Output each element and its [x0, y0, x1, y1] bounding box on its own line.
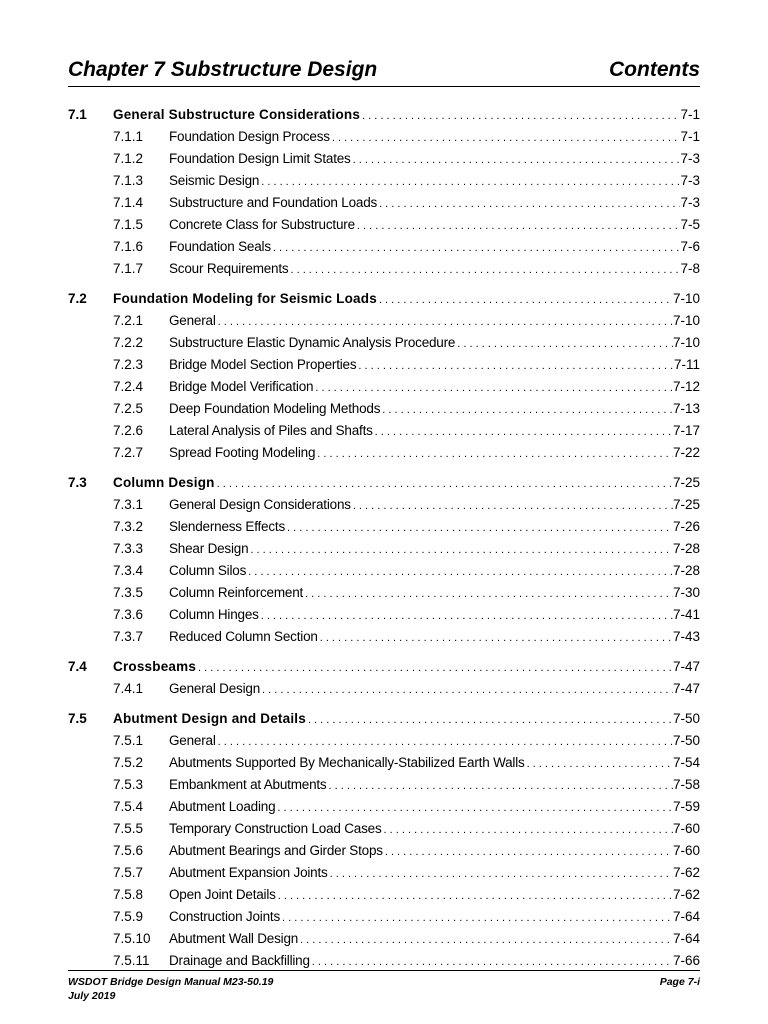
toc-subsection-entry[interactable] [68, 774, 700, 796]
toc-section-entry[interactable] [68, 104, 700, 126]
toc-entry-title: Foundation Seals [169, 239, 271, 254]
dot-leader [360, 105, 680, 127]
toc-entry-title: Column Design [113, 475, 215, 490]
dot-leader [303, 583, 673, 605]
toc-entry-title: Concrete Class for Substructure [169, 217, 355, 232]
toc-entry-page: 7-59 [672, 799, 700, 814]
toc-entry-page: 7-62 [672, 887, 700, 902]
toc-subsection-entry[interactable] [68, 862, 700, 884]
toc-entry-page: 7-10 [672, 291, 700, 306]
dot-leader [271, 237, 681, 259]
toc-entry-page: 7-25 [672, 497, 700, 512]
toc-subsection-entry[interactable] [68, 442, 700, 464]
toc-subsection-entry[interactable] [68, 258, 700, 280]
toc-subsection-entry[interactable] [68, 236, 700, 258]
toc-entry-page: 7-26 [672, 519, 700, 534]
dot-leader [525, 753, 673, 775]
dot-leader [377, 193, 680, 215]
toc-entry-number: 7.3 [68, 475, 87, 490]
toc-entry-number: 7.5 [68, 711, 87, 726]
dot-leader [356, 355, 674, 377]
toc-subsection-entry[interactable] [68, 906, 700, 928]
toc-subsection-entry[interactable] [68, 582, 700, 604]
toc-entry-title: Column Silos [169, 563, 247, 578]
toc-entry-page: 7-47 [672, 681, 700, 696]
toc-entry-number: 7.1.1 [113, 129, 144, 144]
toc-entry-title: General [169, 313, 216, 328]
dot-leader [248, 539, 673, 561]
toc-entry-title: Slenderness Effects [169, 519, 286, 534]
toc-entry-number: 7.5.9 [113, 909, 144, 924]
toc-subsection-entry[interactable] [68, 420, 700, 442]
toc-entry-number: 7.1.5 [113, 217, 144, 232]
toc-entry-number: 7.2.3 [113, 357, 144, 372]
toc-entry-page: 7-1 [680, 129, 700, 144]
toc-entry-title: Open Joint Details [169, 887, 276, 902]
toc-entry-title: Abutments Supported By Mechanically-Stabilized Earth Walls [169, 755, 525, 770]
toc-entry-title: Abutment Expansion Joints [169, 865, 328, 880]
toc-entry-number: 7.3.4 [113, 563, 144, 578]
toc-entry-page: 7-12 [672, 379, 700, 394]
toc-entry-page: 7-62 [672, 865, 700, 880]
toc-entry-number: 7.3.1 [113, 497, 144, 512]
toc-entry-number: 7.2.5 [113, 401, 144, 416]
toc-subsection-entry[interactable] [68, 494, 700, 516]
dot-leader [288, 259, 680, 281]
toc-entry-title: Scour Requirements [169, 261, 289, 276]
toc-section-entry[interactable] [68, 472, 700, 494]
toc-subsection-entry[interactable] [68, 126, 700, 148]
toc-entry-title: Reduced Column Section [169, 629, 318, 644]
toc-subsection-entry[interactable] [68, 516, 700, 538]
dot-leader [313, 377, 673, 399]
toc-entry-page: 7-22 [672, 445, 700, 460]
toc-entry-page: 7-60 [672, 843, 700, 858]
toc-entry-number: 7.3.3 [113, 541, 144, 556]
toc-entry-page: 7-50 [672, 733, 700, 748]
toc-entry-page: 7-6 [680, 239, 700, 254]
toc-entry-page: 7-25 [672, 475, 700, 490]
dot-leader [216, 731, 673, 753]
toc-entry-number: 7.3.2 [113, 519, 144, 534]
toc-entry-number: 7.5.4 [113, 799, 144, 814]
toc-entry-page: 7-64 [672, 909, 700, 924]
toc-entry-title: Construction Joints [169, 909, 281, 924]
toc-entry-title: Bridge Model Verification [169, 379, 314, 394]
table-of-contents [68, 104, 700, 972]
toc-subsection-entry[interactable] [68, 752, 700, 774]
toc-section-entry[interactable] [68, 708, 700, 730]
toc-subsection-entry[interactable] [68, 678, 700, 700]
toc-entry-number: 7.3.5 [113, 585, 144, 600]
dot-leader [275, 797, 673, 819]
toc-subsection-entry[interactable] [68, 928, 700, 950]
dot-leader [276, 885, 673, 907]
toc-subsection-entry[interactable] [68, 376, 700, 398]
toc-entry-page: 7-28 [672, 563, 700, 578]
toc-entry-number: 7.1.7 [113, 261, 144, 276]
toc-entry-title: General Substructure Considerations [113, 107, 361, 122]
toc-entry-page: 7-66 [672, 953, 700, 968]
toc-entry-number: 7.1.3 [113, 173, 144, 188]
toc-entry-page: 7-28 [672, 541, 700, 556]
dot-leader [280, 907, 673, 929]
toc-entry-title: Foundation Design Process [169, 129, 330, 144]
toc-entry-number: 7.4 [68, 659, 87, 674]
dot-leader [377, 289, 673, 311]
toc-entry-number: 7.2 [68, 291, 87, 306]
dot-leader [315, 443, 673, 465]
toc-entry-title: Abutment Bearings and Girder Stops [169, 843, 383, 858]
toc-entry-title: Deep Foundation Modeling Methods [169, 401, 381, 416]
toc-entry-title: Foundation Design Limit States [169, 151, 351, 166]
dot-leader [382, 819, 673, 841]
toc-entry-title: Foundation Modeling for Seismic Loads [113, 291, 377, 306]
toc-subsection-entry[interactable] [68, 604, 700, 626]
dot-leader [196, 657, 673, 679]
toc-entry-title: Bridge Model Section Properties [169, 357, 357, 372]
dot-leader [318, 627, 673, 649]
dot-leader [306, 709, 673, 731]
toc-subsection-entry[interactable] [68, 214, 700, 236]
toc-subsection-entry[interactable] [68, 884, 700, 906]
toc-subsection-entry[interactable] [68, 626, 700, 648]
toc-entry-page: 7-13 [672, 401, 700, 416]
toc-entry-page: 7-10 [672, 313, 700, 328]
toc-entry-number: 7.5.8 [113, 887, 144, 902]
toc-entry-title: Abutment Loading [169, 799, 276, 814]
dot-leader [260, 679, 673, 701]
toc-entry-page: 7-30 [672, 585, 700, 600]
toc-entry-page: 7-50 [672, 711, 700, 726]
dot-leader [328, 863, 673, 885]
page-header [68, 56, 700, 87]
toc-section-entry[interactable] [68, 288, 700, 310]
toc-entry-number: 7.5.2 [113, 755, 144, 770]
toc-entry-number: 7.1.6 [113, 239, 144, 254]
footer-manual-title: WSDOT Bridge Design Manual M23-50.19 [68, 976, 274, 988]
toc-entry-title: Column Hinges [169, 607, 259, 622]
contents-label: Contents [609, 58, 700, 81]
toc-subsection-entry[interactable] [68, 310, 700, 332]
toc-entry-page: 7-41 [672, 607, 700, 622]
toc-subsection-entry[interactable] [68, 398, 700, 420]
toc-entry-page: 7-11 [673, 357, 700, 372]
toc-entry-number: 7.4.1 [113, 681, 144, 696]
dot-leader [259, 605, 673, 627]
toc-entry-page: 7-1 [680, 107, 700, 122]
page-footer [68, 970, 700, 1002]
toc-entry-title: General Design Considerations [169, 497, 351, 512]
toc-subsection-entry[interactable] [68, 148, 700, 170]
toc-entry-number: 7.2.4 [113, 379, 144, 394]
toc-entry-title: Seismic Design [169, 173, 260, 188]
toc-subsection-entry[interactable] [68, 730, 700, 752]
toc-entry-title: Shear Design [169, 541, 249, 556]
toc-entry-title: Crossbeams [113, 659, 197, 674]
dot-leader [298, 929, 673, 951]
toc-entry-page: 7-5 [680, 217, 700, 232]
toc-entry-page: 7-60 [672, 821, 700, 836]
dot-leader [355, 215, 681, 237]
toc-subsection-entry[interactable] [68, 840, 700, 862]
toc-subsection-entry[interactable] [68, 818, 700, 840]
toc-subsection-entry[interactable] [68, 354, 700, 376]
dot-leader [259, 171, 680, 193]
chapter-title: Chapter 7 Substructure Design [68, 58, 378, 81]
dot-leader [455, 333, 673, 355]
toc-entry-number: 7.3.6 [113, 607, 144, 622]
toc-entry-number: 7.5.3 [113, 777, 144, 792]
toc-entry-page: 7-8 [680, 261, 700, 276]
dot-leader [373, 421, 673, 443]
dot-leader [216, 311, 673, 333]
toc-entry-number: 7.2.6 [113, 423, 144, 438]
toc-entry-number: 7.5.10 [113, 931, 151, 946]
dot-leader [351, 495, 673, 517]
dot-leader [246, 561, 673, 583]
toc-entry-page: 7-3 [680, 151, 700, 166]
toc-entry-title: General [169, 733, 216, 748]
toc-entry-title: Lateral Analysis of Piles and Shafts [169, 423, 373, 438]
toc-entry-page: 7-3 [680, 173, 700, 188]
toc-entry-page: 7-58 [672, 777, 700, 792]
toc-subsection-entry[interactable] [68, 192, 700, 214]
toc-entry-number: 7.5.1 [113, 733, 144, 748]
toc-entry-number: 7.1.4 [113, 195, 144, 210]
dot-leader [285, 517, 673, 539]
toc-subsection-entry[interactable] [68, 950, 700, 972]
toc-entry-page: 7-54 [672, 755, 700, 770]
toc-entry-page: 7-43 [672, 629, 700, 644]
toc-entry-title: Abutment Design and Details [113, 711, 306, 726]
toc-entry-page: 7-3 [680, 195, 700, 210]
toc-entry-page: 7-47 [672, 659, 700, 674]
toc-entry-page: 7-64 [672, 931, 700, 946]
dot-leader [215, 473, 673, 495]
footer-date: July 2019 [68, 990, 116, 1002]
toc-section-entry[interactable] [68, 656, 700, 678]
toc-entry-number: 7.1.2 [113, 151, 144, 166]
toc-entry-title: Substructure and Foundation Loads [169, 195, 378, 210]
toc-entry-title: Embankment at Abutments [169, 777, 327, 792]
toc-entry-number: 7.2.1 [113, 313, 144, 328]
toc-entry-number: 7.5.5 [113, 821, 144, 836]
dot-leader [383, 841, 673, 863]
toc-entry-number: 7.1 [68, 107, 87, 122]
toc-entry-number: 7.2.2 [113, 335, 144, 350]
dot-leader [380, 399, 673, 421]
toc-entry-title: Substructure Elastic Dynamic Analysis Procedure [169, 335, 456, 350]
toc-entry-title: General Design [169, 681, 261, 696]
toc-entry-title: Drainage and Backfilling [169, 953, 310, 968]
toc-subsection-entry[interactable] [68, 332, 700, 354]
dot-leader [327, 775, 673, 797]
toc-entry-title: Abutment Wall Design [169, 931, 299, 946]
toc-entry-number: 7.3.7 [113, 629, 144, 644]
dot-leader [351, 149, 681, 171]
toc-entry-page: 7-17 [672, 423, 700, 438]
toc-entry-title: Column Reinforcement [169, 585, 304, 600]
toc-subsection-entry[interactable] [68, 170, 700, 192]
toc-subsection-entry[interactable] [68, 538, 700, 560]
toc-entry-number: 7.5.6 [113, 843, 144, 858]
toc-entry-number: 7.5.7 [113, 865, 144, 880]
toc-entry-title: Spread Footing Modeling [169, 445, 316, 460]
toc-entry-number: 7.2.7 [113, 445, 144, 460]
toc-entry-page: 7-10 [672, 335, 700, 350]
footer-page-number: Page 7-i [659, 976, 700, 988]
toc-entry-title: Temporary Construction Load Cases [169, 821, 382, 836]
dot-leader [330, 127, 681, 149]
toc-subsection-entry[interactable] [68, 560, 700, 582]
toc-subsection-entry[interactable] [68, 796, 700, 818]
toc-entry-number: 7.5.11 [113, 953, 150, 968]
